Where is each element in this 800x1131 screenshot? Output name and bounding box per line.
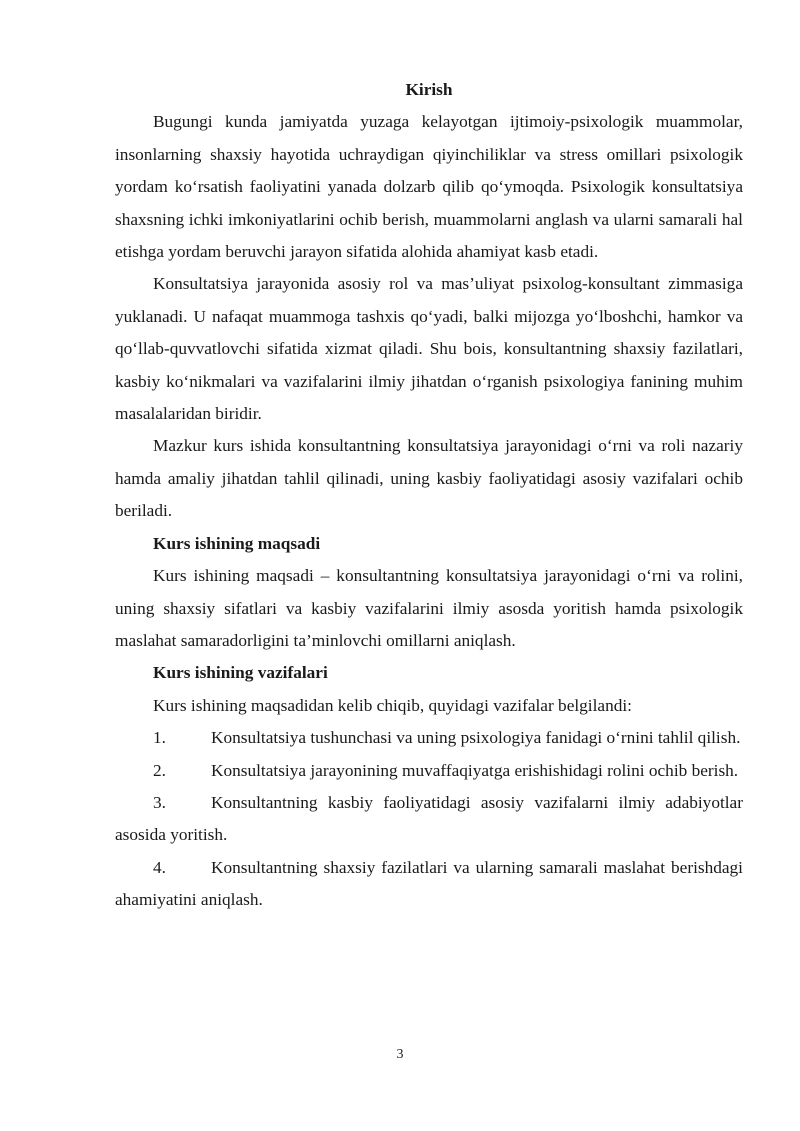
page-number: 3 bbox=[396, 1047, 404, 1062]
page-body bbox=[115, 74, 743, 917]
task-item bbox=[115, 755, 743, 787]
tasks-intro: Kurs ishining maqsadidan kelib chiqib, quyidagi vazifalar belgilandi: bbox=[153, 695, 632, 715]
goal-paragraph: Kurs ishining maqsadi – konsultantning konsultatsiya jarayonidagi o‘rni va rolini, uning shaxsiy sifatlari va kasbiy vazifalarini ilmiy asosda yoritish hamda psixologik maslahat samaradorligini ta’minlovchi omillarni aniqlash. bbox=[115, 566, 743, 650]
task-item bbox=[115, 787, 743, 852]
task-number: 2. bbox=[153, 760, 166, 780]
task-number: 3. bbox=[153, 792, 166, 812]
task-text: Konsultatsiya jarayonining muvaffaqiyatga erishishidagi rolini ochib berish. bbox=[211, 760, 739, 780]
task-number: 1. bbox=[153, 728, 166, 748]
goal-heading: Kurs ishining maqsadi bbox=[153, 533, 321, 553]
intro-paragraph-3: Mazkur kurs ishida konsultantning konsultatsiya jarayonidagi o‘rni va roli nazariy hamda amaliy jihatdan tahlil qilinadi, uning kasbiy faoliyatidagi asosiy vazifalari ochib beriladi. bbox=[115, 436, 743, 521]
intro-paragraph-2: Konsultatsiya jarayonida asosiy rol va mas’uliyat psixolog-konsultant zimmasiga yuklanadi. U nafaqat muammoga tashxis qo‘yadi, balki mijozga yo‘lboshchi, hamkor va qo‘llab-quvvatlovchi sifatida xizmat qiladi. Shu bois, konsultantning shaxsiy fazilatlari, kasbiy ko‘nikmalari va vazifalarini ilmiy jihatdan o‘rganish psixologiya fanining muhim masalalaridan biridir. bbox=[115, 274, 743, 424]
task-text: Konsultantning shaxsiy fazilatlari va ularning samarali maslahat berishdagi ahamiyatini aniqlash. bbox=[115, 857, 743, 910]
task-item bbox=[115, 852, 743, 917]
intro-paragraph-1: Bugungi kunda jamiyatda yuzaga kelayotgan ijtimoiy-psixologik muammolar, insonlarning shaxsiy hayotida uchraydigan qiyinchiliklar va stress omillari psixologik yordam ko‘rsatish faoliyatini yanada dolzarb qilib qo‘ymoqda. Psixologik konsultatsiya shaxsning ichki imkoniyatlarini ochib berish, muammolarni anglash va ularni samarali hal etishga yordam beruvchi jarayon sifatida alohida ahamiyat kasb etadi. bbox=[115, 112, 743, 262]
section-title: Kirish bbox=[405, 80, 453, 99]
tasks-heading: Kurs ishining vazifalari bbox=[153, 663, 328, 683]
task-text: Konsultantning kasbiy faoliyatidagi asosiy vazifalarni ilmiy adabiyotlar asosida yoritish. bbox=[115, 792, 743, 845]
task-item bbox=[115, 722, 743, 754]
task-text: Konsultatsiya tushunchasi va uning psixologiya fanidagi o‘rnini tahlil qilish. bbox=[211, 728, 741, 748]
task-number: 4. bbox=[153, 857, 166, 877]
